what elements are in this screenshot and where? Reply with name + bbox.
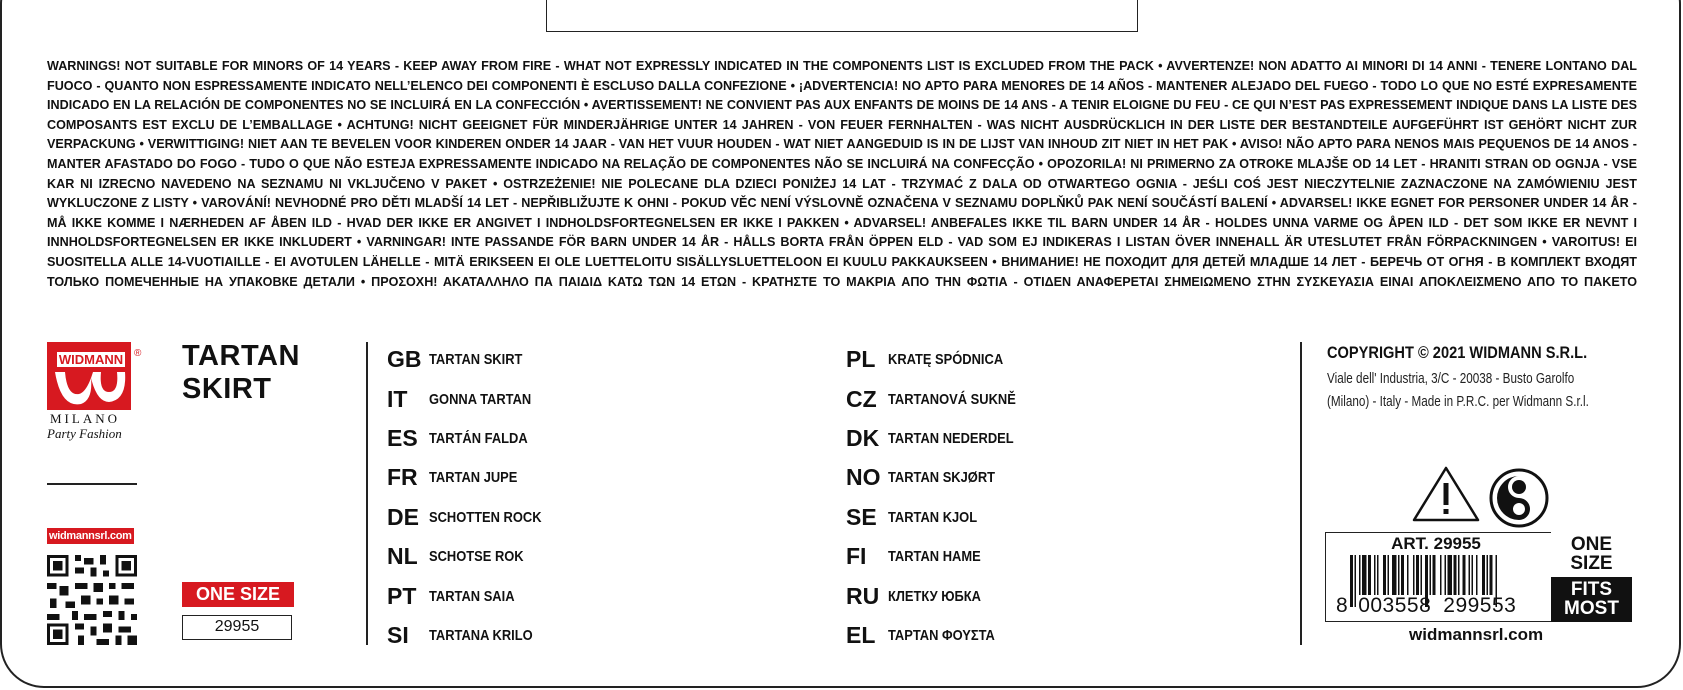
green-dot-recycling-icon (1489, 468, 1549, 528)
language-row (846, 379, 1037, 418)
barcode-bar (1413, 555, 1415, 595)
language-product-name: КЛЕТКУ ЮБКА (888, 587, 981, 605)
qr-code-icon (47, 555, 137, 645)
barcode-bar (1448, 555, 1453, 595)
language-code: CZ (846, 385, 877, 412)
widmann-logo-icon (47, 342, 143, 412)
language-code: RU (846, 582, 880, 609)
language-product-name: KRATĘ SPÓDNICA (888, 351, 1004, 369)
language-product-name: TARTANA KRILO (429, 626, 533, 644)
barcode-bar (1392, 555, 1397, 595)
one-size-fits-most-badge (1551, 532, 1632, 622)
language-product-name: TARTAN SAIA (429, 587, 515, 605)
barcode-bar (1463, 555, 1466, 595)
barcode-bar (1458, 555, 1460, 595)
language-row (846, 340, 1037, 379)
language-code: PL (846, 346, 876, 373)
brand-city: MILANO (50, 411, 120, 426)
barcode-bar (1401, 555, 1404, 595)
language-row (846, 576, 1037, 615)
language-row (846, 537, 1037, 576)
language-code: FR (387, 464, 418, 491)
barcode-bar (1454, 555, 1457, 595)
language-product-name: SCHOTTEN ROCK (429, 508, 542, 526)
barcode-bar (1445, 555, 1447, 595)
article-number-box: 29955 (182, 615, 292, 640)
divider-left (366, 342, 368, 645)
barcode-bar (1368, 555, 1371, 595)
language-list-right (846, 340, 1037, 655)
language-row (387, 537, 560, 576)
language-product-name: ΤΑΡΤΑΝ ΦΟΥΣΤΑ (888, 626, 995, 644)
badge-bottom-line1: FITS (1570, 579, 1613, 600)
language-row (846, 419, 1037, 458)
barcode-bar (1398, 555, 1400, 595)
language-code: NL (387, 543, 418, 570)
barcode-bar (1359, 555, 1361, 595)
language-product-name: TARTÁN FALDA (429, 429, 528, 447)
top-window-box (546, 0, 1138, 32)
brand-logo (47, 342, 147, 410)
language-row (387, 576, 560, 615)
language-product-name: TARTAN JUPE (429, 469, 518, 487)
barcode-bar (1374, 555, 1376, 595)
language-code: PT (387, 582, 417, 609)
product-title (182, 340, 300, 406)
language-product-name: TARTAN KJOL (888, 508, 978, 526)
barcode-bar (1487, 555, 1489, 595)
barcode-bar (1430, 555, 1432, 595)
language-code: EL (846, 621, 876, 648)
svg-text:®: ® (134, 348, 142, 359)
language-row (387, 458, 560, 497)
warning-triangle-icon (1411, 465, 1481, 523)
language-product-name: SCHOTSE ROK (429, 548, 524, 566)
language-code: FI (846, 543, 867, 570)
product-title-line2: SKIRT (182, 373, 272, 405)
barcode-bar (1416, 555, 1419, 595)
badge-top-line2: SIZE (1570, 553, 1613, 574)
size-label: ONE SIZE (182, 582, 294, 607)
barcode-bar (1482, 555, 1485, 595)
language-code: IT (387, 385, 408, 412)
language-product-name: TARTAN SKJØRT (888, 469, 996, 487)
fits-most-block (1551, 577, 1632, 622)
language-row (387, 419, 560, 458)
language-list-left (387, 340, 560, 655)
badge-top-line1: ONE (1570, 534, 1613, 555)
language-product-name: TARTAN SKIRT (429, 351, 523, 369)
barcode-digits-right: 299553 (1443, 594, 1517, 617)
product-title-line1: TARTAN (182, 340, 300, 372)
warnings-text: WARNINGS! NOT SUITABLE FOR MINORS OF 14 YEARS - KEEP AWAY FROM FIRE - WHAT NOT EXPRESSLY INDICATED IN THE COMPONENTS LIST IS EXCLUDED FROM THE PACK • AVVERTENZE! NON ADATTO AI MINORI DI 14 ANNI - TENERE LONTANO DAL FUOCO - QUANTO NON ESPRESSAMENTE INDICATO NELL’ELENCO DEI COMPONENTI È ESCLUSO DALLA CONFEZIONE • ¡ADVERTENCIA! NO APTO PARA MENORES DE 14 AÑOS - MANTENER ALEJADO DEL FUEGO - TODO LO QUE NO ESTÉ EXPRESAMENTE INDICADO EN LA RELACIÓN DE COMPONENTES NO SE INCLUIRÁ EN LA CONFECCIÓN • AVERTISSEMENT! NE CONVIENT PAS AUX ENFANTS DE MOINS DE 14 ANS - A TENIR ELOIGNE DU FEU - CE QUI N’EST PAS EXPRESSEMENT INDIQUE DANS LA LISTE DES COMPOSANTS EST EXCLU DE L’EMBALLAGE • ACHTUNG! NICHT GEEIGNET FÜR MINDERJÄHRIGE UNTER 14 JAHREN - VON FEUER FERNHALTEN - WAS NICHT AUSDRÜCKLICH IN DER LISTE DER BESTANDTEILE AUFGEFÜHRT IST GEHÖRT NICHT ZUR VERPACKUNG • VERWITTIGING! NIET AAN TE BEVELEN VOOR KINDEREN ONDER 14 JAAR - VAN HET VUUR HOUDEN - WAT NIET AANGEDUID IS IN DE LIJST VAN INHOUD ZIT NIET IN HET PAK • AVISO! NÃO APTO PARA NENOS MAIS PEQUENOS DE 14 ANOS - MANTER AFASTADO DO FOGO - TUDO O QUE NÃO ESTEJA EXPRESSAMENTE INDICADO NA RELAÇÃO DE COMPONENTES NÃO SE INCLUIRÁ NA CONFECÇÃO • OPOZORILA! NI PRIMERNO ZA OTROKE MLAJŠE OD 14 LET - HRANITI STRAN OD OGNJA - VSE KAR NI IZRECNO NAVEDENO NA SEZNAMU NI VKLJUČENO V PAKET • OSTRZEŻENIE! NIE POLECANE DLA DZIECI PONIŻEJ 14 LAT - TRZYMAĆ Z DALA OD OTWARTEGO OGNIA - JEŚLI COŚ JEST NIECZYTELNIE ZAZNACZONE NA ZAMÓWIENIU JEST WYKLUCZONE Z LISTY • VAROVÁNÍ! NEVHODNÉ PRO DĚTI MLADŠÍ 14 LET - NEPŘIBLIŽUJTE K OHNI - POKUD VĚC NENÍ VÝSLOVNĚ OZNAČENA V SEZNAMU DOPLŇKŮ PAK NENÍ SOUČÁSTÍ BALENÍ • ADVARSEL! IKKE EGNET FOR PERSONER UNDER 14 ÅR - MÅ IKKE KOMME I NÆRHEDEN AF ÅBEN ILD - HVAD DER IKKE ER ANGIVET I INDHOLDSFORTEGNELSEN ER IKKE I PAKKEN • ADVARSEL! ANBEFALES IKKE TIL BARN UNDER 14 ÅR - HOLDES UNNA VARME OG ÅPEN ILD - DET SOM IKKE ER NEVNT I INNHOLDSFORTEGNELSEN ER IKKE INKLUDERT • VARNINGAR! INTE PASSANDE FÖR BARN UNDER 14 ÅR - HÅLLS BORTA FRÅN ÖPPEN ELD - VAD SOM EJ INDIKERAS I LISTAN ÖVER INNEHALL ÄR UTESLUTET FRÅN FÖRPACKNINGEN • VAROITUS! EI SUOSITELLA ALLE 14-VUOTIAILLE - EI AVOTULEN LÄHELLE - MITÄ ERIKSEEN EI OLE LUETTELOITU SISÄLLYSLUETTELOON EI KUULU PAKKAUKSEEN • ВНИМАНИЕ! НЕ ПОХОДИТ ДЛЯ ДЕТЕЙ МЛАДШЕ 14 ЛЕТ - БЕРЕЧЬ ОТ ОГНЯ - В КОМПЛЕКТ ВХОДЯТ ТОЛЬКО ПОМЕЧЕННЫЕ НА УПАКОВКЕ ДЕТАЛИ • ΠΡΟΣΟΧΗ! ΑΚΑΤΑΛΛΗΛΟ ΠΑ ΠΑΙΔΙΔ ΚΑΤΩ ΤΩΝ 14 ΕΤΩΝ - ΚΡΑΤΗΣΤΕ ΤΟ ΜΑΚΡΙΑ ΑΠΟ ΤΗΝ ΦΩΤΙΑ - ΟΤΙΔΕΝ ΑΝΑΦΕΡΕΤΑΙ ΣΗΜΕΙΩΜΕΝΟ ΣΤΗΝ ΣΥΣΚΕΥΑΣΙΑ ΕΙΝΑΙ ΑΠΟΚΛΕΙΣΜΕΝΟ ΑΠΟ ΤΟ ΠΑΚΕΤΟ (47, 59, 1637, 289)
language-row (387, 340, 560, 379)
website-footer: widmannsrl.com (1409, 625, 1544, 644)
divider (47, 483, 137, 485)
badge-bottom-line2: MOST (1564, 598, 1619, 619)
barcode-digits (1336, 594, 1516, 618)
language-code: DK (846, 424, 880, 451)
language-product-name: TARTAN NEDERDEL (888, 429, 1014, 447)
language-product-name: TARTANOVÁ SUKNĚ (888, 390, 1016, 408)
barcode-bar (1362, 555, 1367, 595)
language-row (387, 616, 560, 655)
language-code: SI (387, 621, 409, 648)
barcode-bar (1476, 555, 1478, 595)
language-code: GB (387, 346, 422, 373)
language-row (846, 458, 1037, 497)
barcode-bar (1433, 555, 1436, 595)
barcode-bar (1440, 555, 1442, 595)
language-code: SE (846, 503, 877, 530)
barcode-bar (1421, 555, 1423, 595)
divider-right (1300, 342, 1302, 645)
barcode-digit-first: 8 (1336, 594, 1349, 617)
svg-text:WIDMANN: WIDMANN (58, 352, 124, 367)
copyright-text: COPYRIGHT © 2021 WIDMANN S.R.L. (1327, 343, 1588, 362)
barcode-bar (1469, 555, 1471, 595)
barcode-bar (1388, 555, 1390, 595)
language-product-name: GONNA TARTAN (429, 390, 532, 408)
barcode-digits-left: 003558 (1358, 594, 1432, 617)
language-row (387, 498, 560, 537)
language-row (387, 379, 560, 418)
address-line-1: Viale dell' Industria, 3/C - 20038 - Busto Garolfo (1327, 370, 1575, 387)
barcode-bar (1377, 555, 1379, 595)
barcode-bar (1407, 555, 1409, 595)
barcode-bar (1472, 555, 1474, 595)
brand-tagline: Party Fashion (47, 426, 122, 441)
language-row (846, 498, 1037, 537)
website-red-label: widmannsrl.com (49, 530, 132, 542)
language-code: NO (846, 464, 881, 491)
barcode-bar (1490, 555, 1493, 595)
barcode-bar (1383, 555, 1386, 595)
language-code: ES (387, 424, 418, 451)
address-line-2: (Milano) - Italy - Made in P.R.C. per Widmann S.r.l. (1327, 393, 1589, 410)
one-size-block (1551, 532, 1632, 577)
language-row (846, 616, 1037, 655)
language-product-name: TARTAN HAME (888, 548, 981, 566)
language-code: DE (387, 503, 419, 530)
barcode-art-label: ART. 29955 (1391, 534, 1481, 553)
